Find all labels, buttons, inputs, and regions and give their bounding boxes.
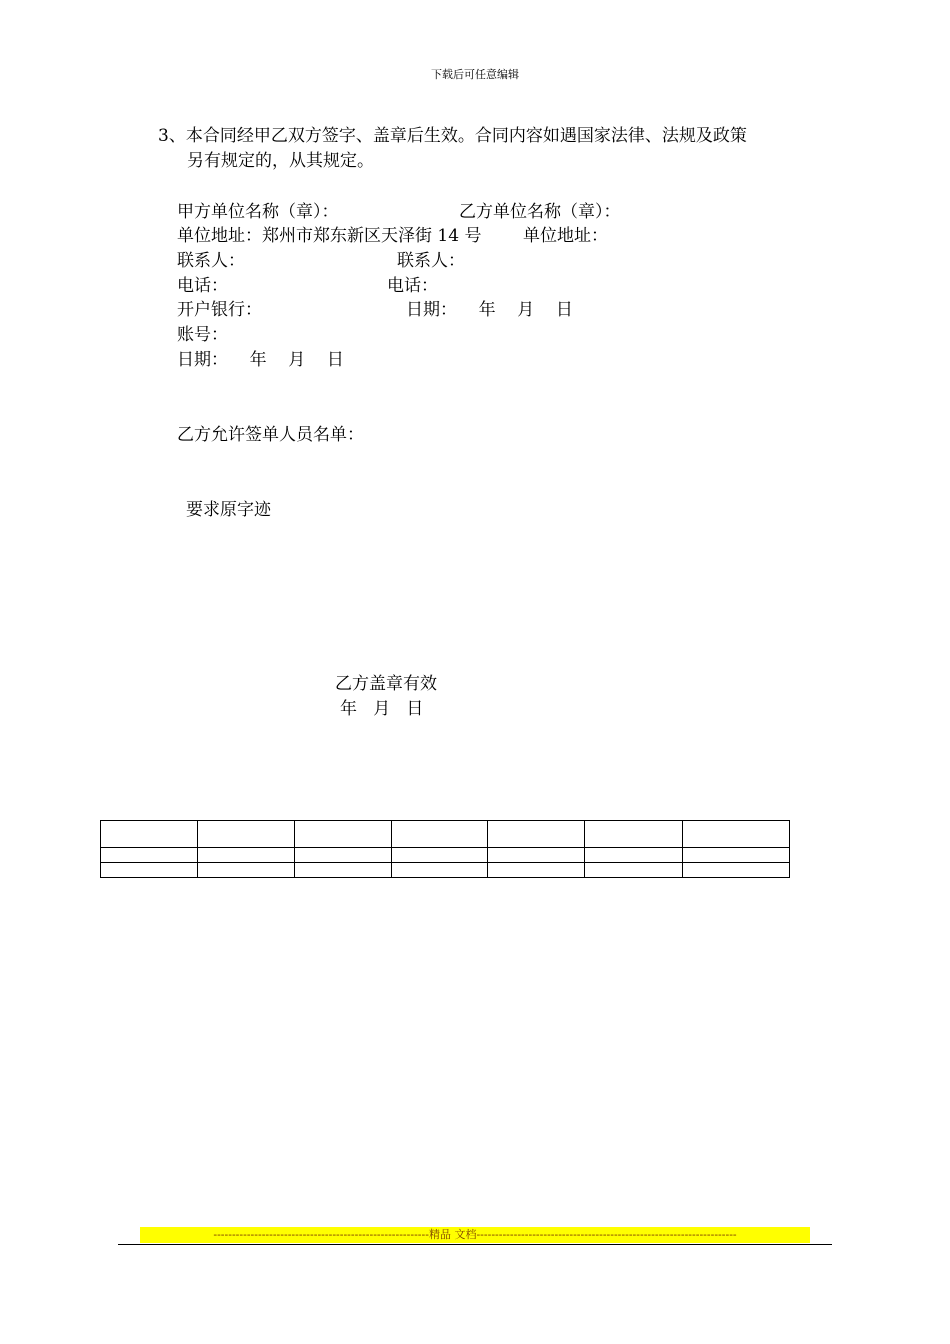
party-a-name-label: 甲方单位名称（章）： xyxy=(177,202,339,222)
table-cell xyxy=(488,848,585,863)
footer-banner: ----------------------------------------------------------精品 文档---------------------------------------------------------------------- xyxy=(140,1227,810,1243)
party-a-bank-label: 开户银行： xyxy=(177,300,262,320)
table-cell xyxy=(294,863,391,878)
party-b-phone-label: 电话： xyxy=(387,276,438,296)
party-a-account-label: 账号： xyxy=(177,325,228,345)
table-cell xyxy=(294,821,391,848)
party-b-address-label: 单位地址： xyxy=(523,226,608,246)
table-cell xyxy=(683,848,790,863)
table-cell xyxy=(197,821,294,848)
table-cell xyxy=(488,821,585,848)
clause-3-line-2: 另有规定的，从其规定。 xyxy=(187,151,374,171)
table-cell xyxy=(683,821,790,848)
table-row xyxy=(101,821,790,848)
table-cell xyxy=(101,821,198,848)
stamp-date: 年 月 日 xyxy=(340,699,424,719)
table-cell xyxy=(585,863,683,878)
table-cell xyxy=(101,863,198,878)
table-cell xyxy=(197,863,294,878)
table-cell xyxy=(391,848,488,863)
table-cell xyxy=(391,863,488,878)
table-cell xyxy=(585,821,683,848)
party-a-date: 日期： 年 月 日 xyxy=(177,350,344,370)
clause-3-line-1: 3、本合同经甲乙双方签字、盖章后生效。合同内容如遇国家法律、法规及政策 xyxy=(158,126,747,146)
table-cell xyxy=(101,848,198,863)
footer-rule xyxy=(118,1244,832,1245)
table-cell xyxy=(391,821,488,848)
table-cell xyxy=(683,863,790,878)
table-cell xyxy=(585,848,683,863)
signature-note: 要求原字迹 xyxy=(186,500,271,520)
table-cell xyxy=(197,848,294,863)
page-header: 下载后可任意编辑 xyxy=(431,68,519,81)
table-row xyxy=(101,863,790,878)
party-a-contact-label: 联系人： xyxy=(177,251,245,271)
party-a-address: 单位地址：郑州市郑东新区天泽街 14 号 xyxy=(177,226,482,246)
signatories-label: 乙方允许签单人员名单： xyxy=(177,425,364,445)
party-b-date: 日期： 年 月 日 xyxy=(406,300,573,320)
party-a-phone-label: 电话： xyxy=(177,276,228,296)
table-cell xyxy=(488,863,585,878)
party-b-name-label: 乙方单位名称（章）： xyxy=(459,202,621,222)
party-b-contact-label: 联系人： xyxy=(397,251,465,271)
table-row xyxy=(101,848,790,863)
signature-table xyxy=(100,820,790,878)
stamp-label: 乙方盖章有效 xyxy=(335,674,437,694)
table-cell xyxy=(294,848,391,863)
